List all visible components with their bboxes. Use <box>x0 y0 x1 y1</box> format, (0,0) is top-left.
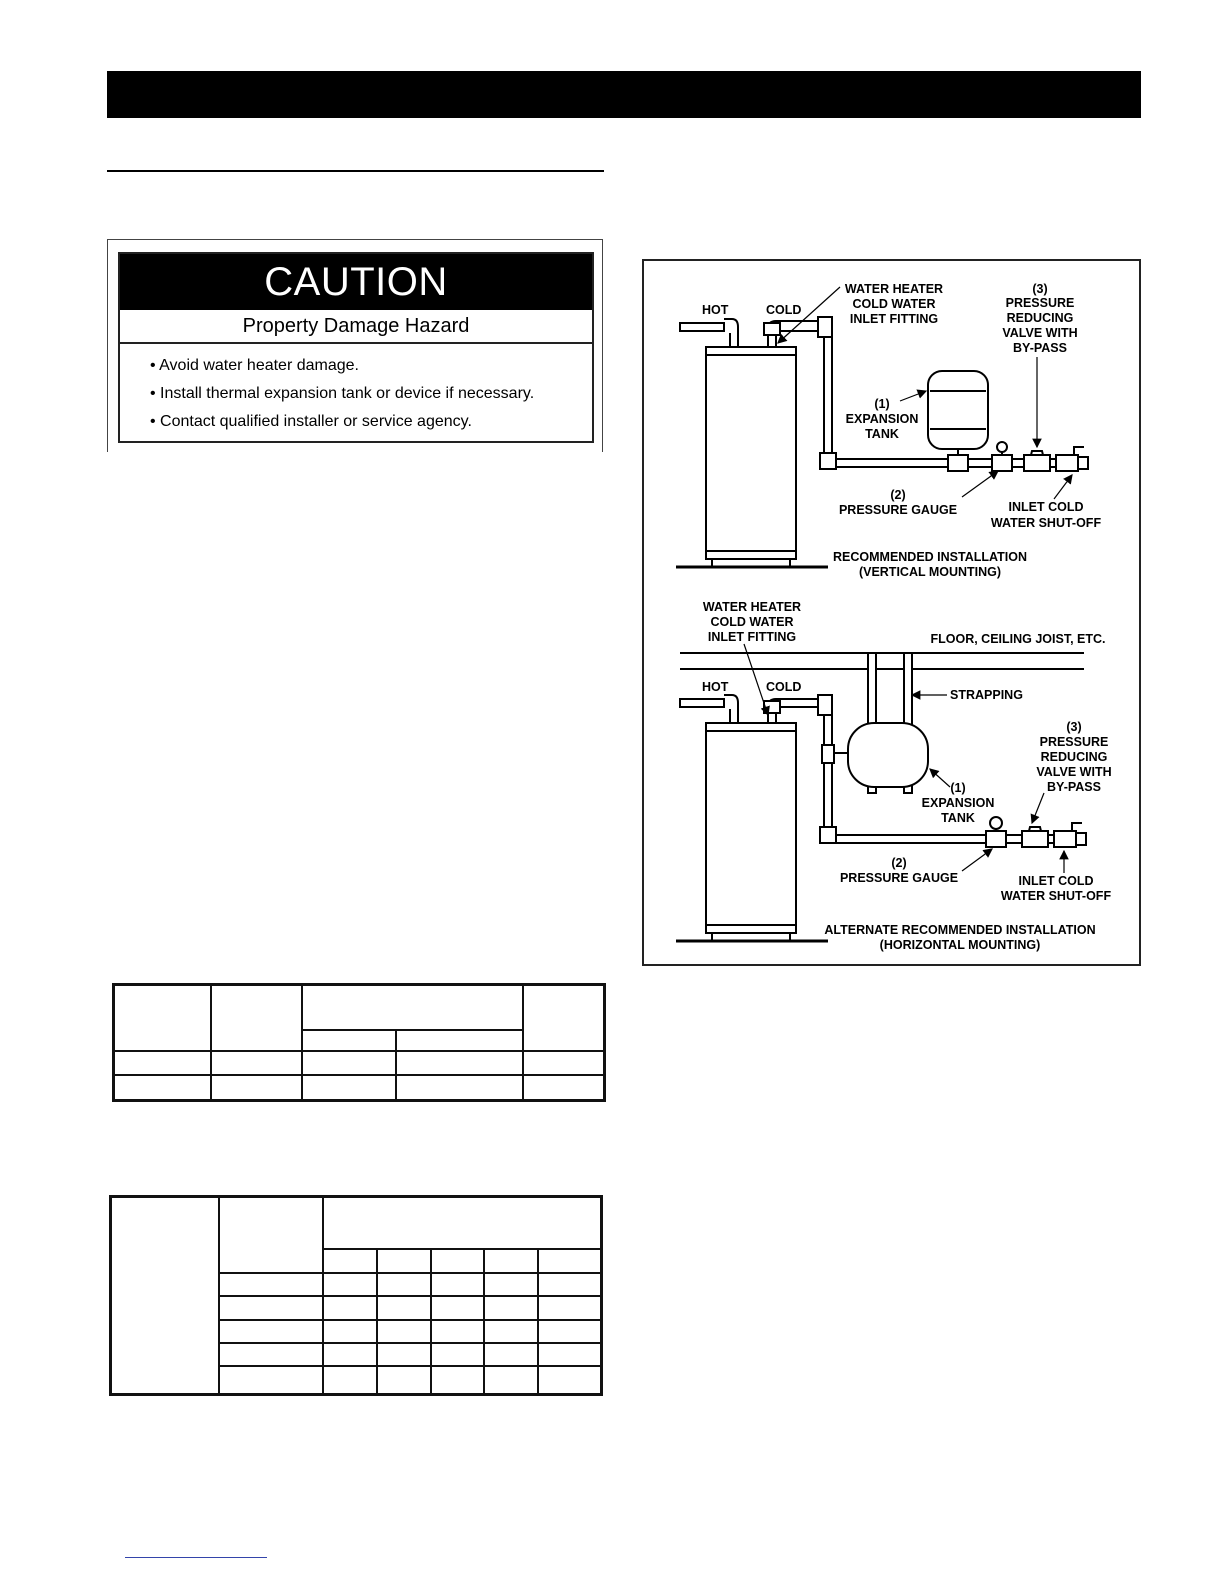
pressure-gauge-label: PRESSURE GAUGE <box>839 871 959 885</box>
caution-bullet: • Contact qualified installer or service agency. <box>150 413 472 430</box>
caution-bullet: • Install thermal expansion tank or device if necessary. <box>150 385 535 402</box>
section-rule <box>107 170 604 172</box>
caution-bullets <box>120 344 592 436</box>
caution-label <box>118 252 594 443</box>
hot-label: HOT <box>702 680 729 694</box>
expansion-tank-label: EXPANSION <box>921 796 995 810</box>
floor-joist-label: FLOOR, CEILING JOIST, ETC. <box>930 632 1106 646</box>
expansion-tank-label: EXPANSION <box>845 412 919 426</box>
pressure-gauge-label: PRESSURE GAUGE <box>838 503 958 517</box>
prv-label: BY-PASS <box>1013 341 1067 355</box>
prv-label: (3) <box>1066 720 1082 734</box>
strapping-label: STRAPPING <box>950 688 1023 702</box>
inlet-fitting-label: INLET FITTING <box>849 312 939 326</box>
pressure-gauge-label: (2) <box>890 488 906 502</box>
inlet-fitting-label: COLD WATER <box>710 615 794 629</box>
horizontal-expansion-tank <box>848 723 928 787</box>
footer-link-line <box>125 1557 267 1558</box>
caution-bullet: • Avoid water heater damage. <box>150 357 359 374</box>
prv-label: PRESSURE <box>1039 735 1109 749</box>
caution-title: CAUTION <box>120 254 592 310</box>
expansion-tank <box>928 371 988 449</box>
shutoff-label: INLET COLD <box>1008 500 1084 514</box>
caution-frame <box>107 239 603 452</box>
installation-diagram <box>642 259 1141 966</box>
section-header-bar <box>107 71 1141 118</box>
pressure-gauge-label: (2) <box>891 856 907 870</box>
shutoff-label: WATER SHUT-OFF <box>990 516 1102 530</box>
expansion-tank-label: TANK <box>941 811 975 825</box>
prv-label: PRESSURE <box>1005 296 1075 310</box>
water-heater-tank <box>706 723 796 933</box>
caution-subtitle: Property Damage Hazard <box>120 310 592 344</box>
prv-label: BY-PASS <box>1047 780 1101 794</box>
expansion-tank-label: (1) <box>950 781 966 795</box>
hot-label: HOT <box>702 303 729 317</box>
table-2 <box>109 1195 603 1396</box>
prv-label: VALVE WITH <box>1036 765 1112 779</box>
prv-label: REDUCING <box>1040 750 1108 764</box>
inlet-fitting-label: WATER HEATER <box>702 600 802 614</box>
horizontal-caption: ALTERNATE RECOMMENDED INSTALLATION <box>824 923 1096 937</box>
inlet-fitting-label: INLET FITTING <box>707 630 797 644</box>
expansion-tank-label: (1) <box>874 397 890 411</box>
installation-diagram-svg <box>644 261 1139 964</box>
cold-label: COLD <box>766 303 802 317</box>
inlet-fitting-label: WATER HEATER <box>844 282 944 296</box>
inlet-fitting-label: COLD WATER <box>852 297 936 311</box>
horizontal-caption: (HORIZONTAL MOUNTING) <box>879 938 1041 952</box>
shutoff-label: WATER SHUT-OFF <box>1000 889 1112 903</box>
table-1 <box>112 983 606 1102</box>
prv-label: VALVE WITH <box>1002 326 1078 340</box>
water-heater-tank <box>706 347 796 559</box>
vertical-caption: RECOMMENDED INSTALLATION <box>833 550 1027 564</box>
prv-label: (3) <box>1032 282 1048 296</box>
expansion-tank-label: TANK <box>865 427 899 441</box>
shutoff-label: INLET COLD <box>1018 874 1094 888</box>
vertical-caption: (VERTICAL MOUNTING) <box>858 565 1002 579</box>
prv-label: REDUCING <box>1006 311 1074 325</box>
cold-label: COLD <box>766 680 802 694</box>
